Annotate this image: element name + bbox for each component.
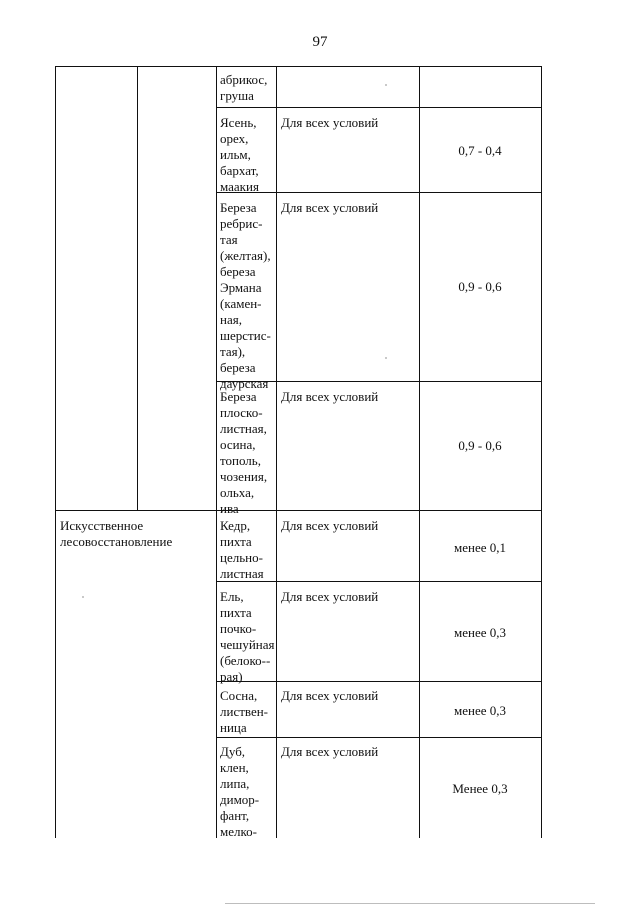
value-cell: 0,9 - 0,6	[458, 279, 502, 294]
species-cell: Береза ребрис- тая (желтая), береза Эрмана (камен- ная, шерстис- тая), береза даурская	[220, 200, 271, 391]
bottom-scan-edge	[225, 903, 595, 904]
conditions-cell: Для всех условий	[281, 744, 379, 759]
conditions-cell: Для всех условий	[281, 115, 379, 130]
value-cell: менее 0,1	[454, 540, 506, 555]
scan-speck	[82, 596, 84, 598]
conditions-cell: Для всех условий	[281, 200, 379, 215]
table-divider-conditions	[276, 66, 277, 838]
value-cell: Менее 0,3	[452, 781, 508, 796]
value-cell: менее 0,3	[454, 625, 506, 640]
conditions-cell: Для всех условий	[281, 688, 379, 703]
species-cell: Дуб, клен, липа, димор- фант, мелко-	[220, 744, 260, 839]
species-cell: Береза плоско- листная, осина, тополь, чозения, ольха, ива	[220, 389, 268, 516]
table-left-border	[55, 66, 56, 838]
row-border-top	[55, 66, 542, 67]
species-cell: Сосна, листвен- ница	[220, 688, 269, 735]
table-divider-group	[137, 66, 138, 510]
species-cell: абрикос, груша	[220, 72, 268, 103]
page-number: 97	[312, 34, 328, 50]
row-border	[216, 737, 542, 738]
scan-speck	[385, 357, 387, 359]
row-border	[55, 510, 542, 511]
group-cell: Искусственное лесовосстановление	[60, 518, 173, 549]
scan-speck	[385, 84, 387, 86]
row-border	[216, 107, 542, 108]
conditions-cell: Для всех условий	[281, 589, 379, 604]
species-cell: Ель, пихта почко- чешуйная (белоко-- рая)	[220, 589, 275, 684]
species-cell: Ясень, орех, ильм, бархат, маакия	[220, 115, 259, 194]
conditions-cell: Для всех условий	[281, 518, 379, 533]
table-divider-species	[216, 66, 217, 838]
value-cell: 0,9 - 0,6	[458, 438, 502, 453]
species-cell: Кедр, пихта цельно- листная	[220, 518, 264, 581]
value-cell: менее 0,3	[454, 703, 506, 718]
table-right-border	[541, 66, 542, 838]
value-cell: 0,7 - 0,4	[458, 143, 502, 158]
conditions-cell: Для всех условий	[281, 389, 379, 404]
